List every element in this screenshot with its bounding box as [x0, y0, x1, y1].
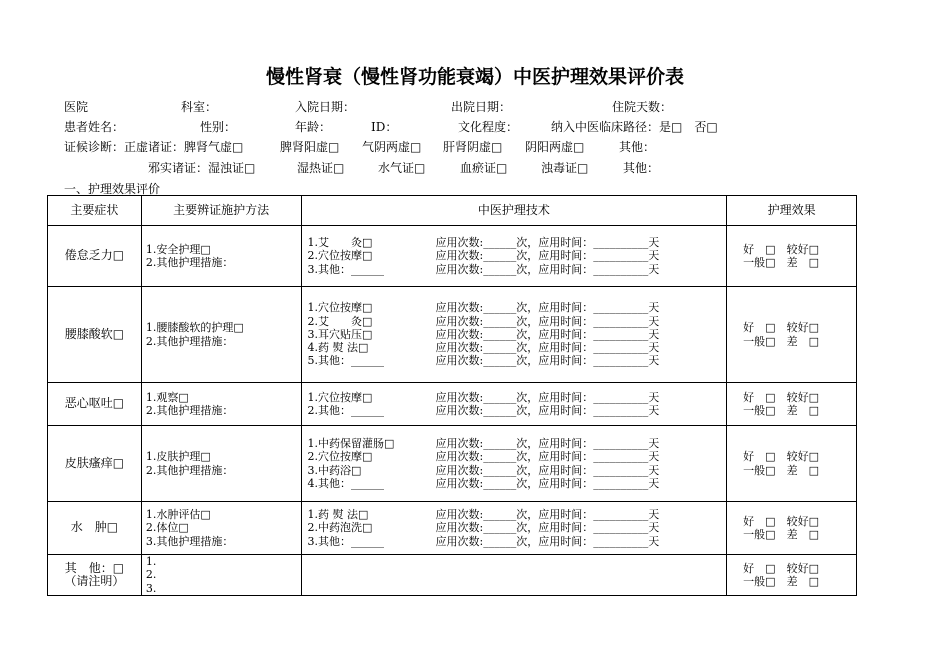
measure-item[interactable]: 2. — [145, 568, 157, 582]
technique-cell — [301, 383, 727, 426]
technique-name[interactable]: 4.其他：______ — [307, 476, 385, 490]
technique-item — [308, 464, 727, 477]
technique-item — [308, 236, 727, 249]
symptom-cell — [48, 555, 142, 596]
symptom-other[interactable]: 其 他：□ — [64, 560, 125, 575]
table-row — [48, 426, 857, 502]
info-excess-syndrome-4: 血瘀证□ — [460, 161, 508, 175]
technique-name[interactable]: 3.其他：______ — [307, 262, 385, 276]
technique-usage[interactable]: 应用次数:______次，应用时间：__________天 — [435, 354, 660, 368]
technique-usage[interactable]: 应用次数:______次，应用时间：__________天 — [435, 534, 660, 548]
technique-item — [308, 328, 727, 341]
info-gender: 性别： — [200, 120, 237, 134]
effect-cell — [727, 555, 857, 596]
info-excess-syndrome-5: 浊毒证□ — [541, 161, 589, 175]
table-row — [48, 555, 857, 596]
technique-item — [308, 249, 727, 262]
info-excess-syndrome-3: 水气证□ — [378, 161, 426, 175]
symptom-cell[interactable]: 皮肤瘙痒□ — [48, 426, 142, 502]
effect-option[interactable]: 好 □ 较好□ — [743, 390, 819, 404]
technique-usage[interactable]: 应用次数:______次，应用时间：__________天 — [435, 390, 660, 404]
info-clinical-path: 纳入中医临床路径：是□ 否□ — [551, 120, 718, 134]
info-discharge-date: 出院日期： — [451, 100, 512, 114]
technique-usage[interactable]: 应用次数:______次，应用时间：__________天 — [435, 262, 660, 276]
table-row — [48, 287, 857, 383]
technique-cell — [301, 502, 727, 555]
measure-item[interactable]: 2.其他护理措施： — [145, 463, 234, 477]
info-hospital: 医院 — [64, 100, 89, 114]
measure-cell — [141, 287, 301, 383]
technique-usage[interactable]: 应用次数:______次，应用时间：__________天 — [435, 450, 660, 464]
technique-name[interactable]: 2.其他：______ — [307, 404, 385, 417]
measure-cell — [141, 555, 301, 596]
technique-item — [308, 450, 727, 463]
technique-name[interactable]: 3.中药浴□ — [307, 463, 362, 477]
table-header-row — [48, 196, 857, 226]
effect-cell — [727, 426, 857, 502]
technique-item — [308, 315, 727, 328]
header-symptom: 主要症状 — [48, 196, 142, 226]
technique-name[interactable]: 1.药 熨 法□ — [307, 508, 369, 522]
effect-option[interactable]: 一般□ 差 □ — [743, 334, 819, 348]
effect-cell — [727, 502, 857, 555]
technique-usage[interactable]: 应用次数:______次，应用时间：__________天 — [435, 476, 660, 490]
measure-item[interactable]: 1.腰膝酸软的护理□ — [145, 321, 244, 335]
effect-option[interactable]: 一般□ 差 □ — [743, 575, 819, 588]
info-deficiency-other: 其他： — [619, 140, 656, 154]
technique-usage[interactable]: 应用次数:______次，应用时间：__________天 — [435, 249, 660, 263]
effect-option[interactable]: 好 □ 较好□ — [743, 242, 819, 256]
symptom-cell[interactable]: 水 肿□ — [48, 502, 142, 555]
technique-usage[interactable]: 应用次数:______次，应用时间：__________天 — [435, 463, 660, 477]
info-excess-other: 其他： — [623, 161, 660, 175]
technique-cell — [301, 426, 727, 502]
technique-item — [308, 391, 727, 404]
technique-item — [308, 263, 727, 276]
table-row — [48, 226, 857, 287]
effect-option[interactable]: 一般□ 差 □ — [743, 404, 819, 417]
info-deficiency-syndrome-1: 证候诊断：正虚诸证：脾肾气虚□ — [64, 140, 244, 154]
technique-item — [308, 521, 727, 534]
effect-cell — [727, 287, 857, 383]
technique-name[interactable]: 1.艾 灸□ — [307, 236, 373, 250]
symptom-cell[interactable]: 腰膝酸软□ — [48, 287, 142, 383]
measure-item[interactable]: 2.其他护理措施： — [145, 256, 234, 269]
effect-option[interactable]: 好 □ 较好□ — [743, 514, 819, 528]
measure-item[interactable]: 1. — [145, 555, 157, 569]
effect-option[interactable]: 一般□ 差 □ — [743, 463, 819, 477]
technique-cell — [301, 226, 727, 287]
header-effect: 护理效果 — [727, 196, 857, 226]
header-technique: 中医护理技术 — [301, 196, 727, 226]
symptom-cell[interactable]: 倦怠乏力□ — [48, 226, 142, 287]
effect-option[interactable]: 一般□ 差 □ — [743, 256, 819, 269]
technique-cell-empty[interactable] — [301, 555, 727, 596]
symptom-note: （请注明） — [64, 574, 125, 588]
measure-item[interactable]: 1.安全护理□ — [145, 242, 211, 256]
info-excess-syndrome-1: 邪实诸证：湿浊证□ — [148, 161, 256, 175]
technique-name[interactable]: 2.艾 灸□ — [307, 314, 373, 328]
technique-usage[interactable]: 应用次数:______次，应用时间：__________天 — [435, 327, 660, 341]
technique-usage[interactable]: 应用次数:______次，应用时间：__________天 — [435, 341, 660, 355]
technique-item — [308, 341, 727, 354]
measure-item[interactable]: 2.体位□ — [145, 521, 189, 535]
technique-usage[interactable]: 应用次数:______次，应用时间：__________天 — [435, 521, 660, 535]
info-deficiency-syndrome-5: 阴阳两虚□ — [525, 140, 585, 154]
info-stay-days: 住院天数： — [612, 100, 673, 114]
effect-option[interactable]: 好 □ 较好□ — [743, 561, 819, 575]
info-age: 年龄： — [295, 120, 332, 134]
technique-name[interactable]: 2.穴位按摩□ — [307, 249, 373, 263]
technique-name[interactable]: 3.耳穴贴压□ — [307, 327, 373, 341]
technique-usage[interactable]: 应用次数:______次，应用时间：__________天 — [435, 436, 660, 450]
effect-option[interactable]: 好 □ 较好□ — [743, 450, 819, 464]
effect-cell — [727, 226, 857, 287]
effect-cell — [727, 383, 857, 426]
technique-name[interactable]: 2.中药泡洗□ — [307, 521, 373, 535]
technique-name[interactable]: 1.穴位按摩□ — [307, 390, 373, 404]
info-deficiency-syndrome-3: 气阴两虚□ — [362, 140, 422, 154]
table-row — [48, 502, 857, 555]
effect-option[interactable]: 一般□ 差 □ — [743, 528, 819, 541]
technique-usage[interactable]: 应用次数:______次，应用时间：__________天 — [435, 404, 660, 417]
info-id: ID： — [371, 120, 398, 134]
technique-name[interactable]: 5.其他：______ — [307, 354, 385, 368]
technique-item — [308, 508, 727, 521]
measure-item[interactable]: 3.其他护理措施： — [145, 534, 234, 548]
table-row — [48, 383, 857, 426]
section-title: 一、护理效果评价 — [64, 182, 161, 196]
technique-usage[interactable]: 应用次数:______次，应用时间：__________天 — [435, 314, 660, 328]
header-measure: 主要辨证施护方法 — [141, 196, 301, 226]
effect-option[interactable]: 好 □ 较好□ — [743, 321, 819, 335]
technique-usage[interactable]: 应用次数:______次，应用时间：__________天 — [435, 301, 660, 315]
info-deficiency-syndrome-2: 脾肾阳虚□ — [280, 140, 340, 154]
measure-cell — [141, 383, 301, 426]
technique-item — [308, 437, 727, 450]
technique-name[interactable]: 2.穴位按摩□ — [307, 450, 373, 464]
info-patient-name: 患者姓名： — [64, 120, 125, 134]
technique-cell — [301, 287, 727, 383]
info-department: 科室： — [181, 100, 218, 114]
info-excess-syndrome-2: 湿热证□ — [297, 161, 345, 175]
measure-cell — [141, 502, 301, 555]
technique-name[interactable]: 3.其他：______ — [307, 534, 385, 548]
technique-item — [308, 477, 727, 490]
measure-item[interactable]: 3. — [145, 581, 157, 595]
technique-item — [308, 354, 727, 367]
technique-usage[interactable]: 应用次数:______次，应用时间：__________天 — [435, 236, 660, 250]
measure-item[interactable]: 1.皮肤护理□ — [145, 450, 211, 464]
measure-item[interactable]: 2.其他护理措施： — [145, 404, 234, 417]
technique-item — [308, 301, 727, 314]
measure-cell — [141, 426, 301, 502]
measure-item[interactable]: 2.其他护理措施： — [145, 334, 234, 348]
technique-name[interactable]: 1.中药保留灌肠□ — [307, 436, 395, 450]
measure-cell — [141, 226, 301, 287]
info-education: 文化程度： — [458, 120, 519, 134]
symptom-cell[interactable]: 恶心呕吐□ — [48, 383, 142, 426]
info-deficiency-syndrome-4: 肝肾阴虚□ — [443, 140, 503, 154]
measure-item[interactable]: 1.观察□ — [145, 390, 189, 404]
technique-name[interactable]: 1.穴位按摩□ — [307, 301, 373, 315]
form-title: 慢性肾衰（慢性肾功能衰竭）中医护理效果评价表 — [265, 66, 684, 88]
technique-usage[interactable]: 应用次数:______次，应用时间：__________天 — [435, 508, 660, 522]
technique-item — [308, 535, 727, 548]
technique-item — [308, 404, 727, 417]
info-admission-date: 入院日期： — [295, 100, 356, 114]
technique-name[interactable]: 4.药 熨 法□ — [307, 341, 369, 355]
measure-item[interactable]: 1.水肿评估□ — [145, 508, 211, 522]
evaluation-table — [47, 195, 857, 596]
